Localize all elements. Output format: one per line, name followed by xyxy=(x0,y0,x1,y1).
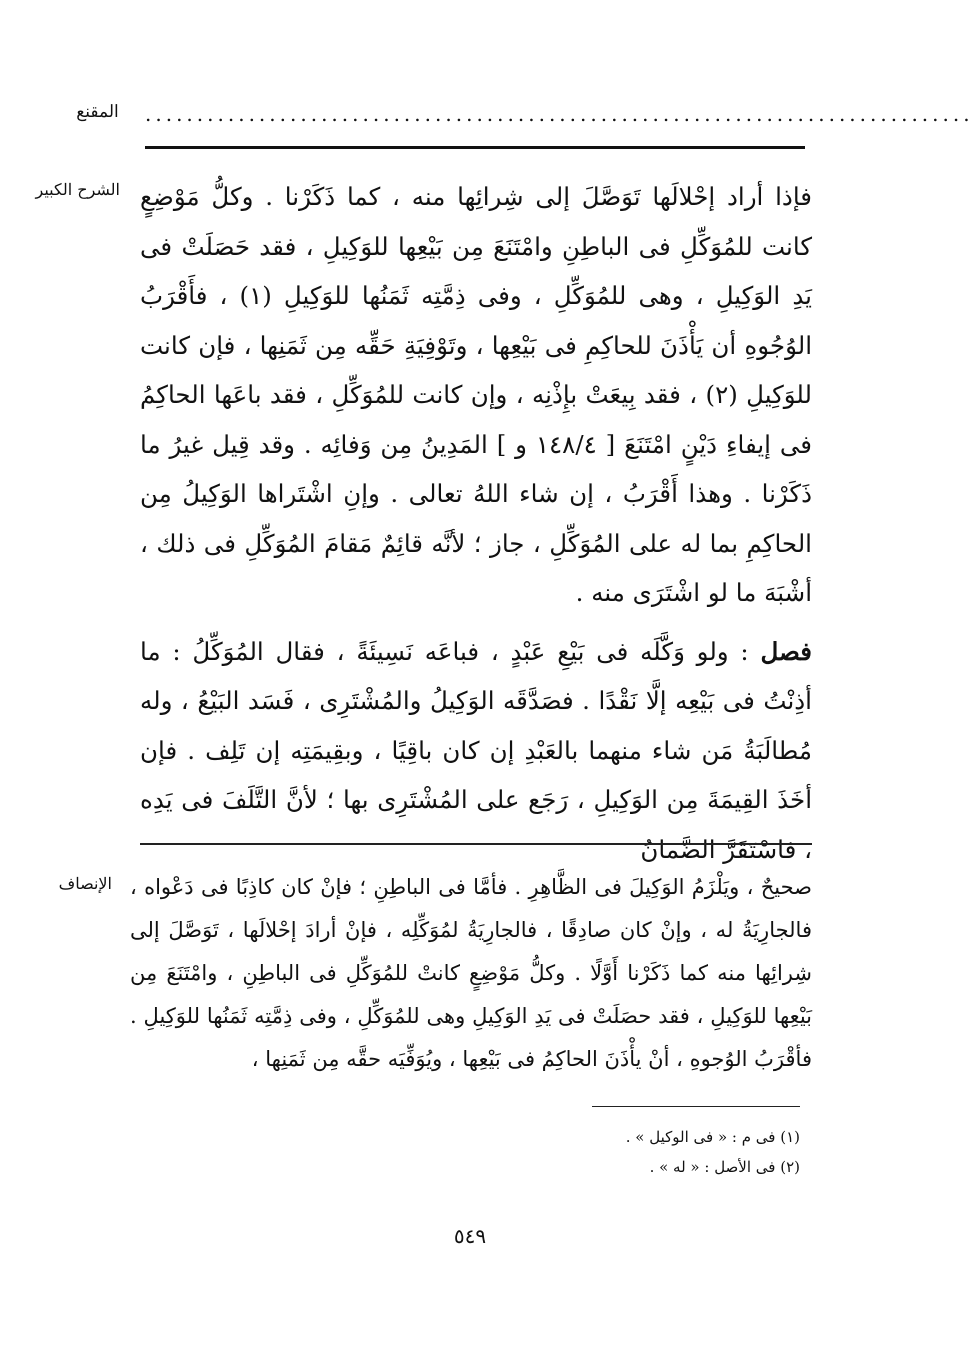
main-commentary xyxy=(140,172,812,874)
side-label-insaf: الإنصاف xyxy=(58,874,112,893)
page-number: ٥٤٩ xyxy=(453,1224,487,1248)
footnote-1: (١) فى م : « فى الوكيل » . xyxy=(625,1128,800,1146)
header-title: المقنع xyxy=(76,102,119,122)
main-paragraph-2 xyxy=(140,627,812,875)
header-dotted-leader: ................................................................................ xyxy=(145,102,974,126)
footnote-rule xyxy=(592,1106,800,1107)
footnotes xyxy=(400,1122,800,1182)
header-rule xyxy=(145,146,805,149)
insaf-section xyxy=(130,866,812,1081)
main-paragraph-1: فإذا أراد إحْلالَها تَوَصَّلَ إلى شِرائِها منه ، كما ذَكَرْنا . وكلُّ مَوْضِعٍ كانت للمُوَكِّلِ فى الباطِنِ وامْتَنَعَ مِن بَيْعِها للوَكِيلِ ، فقد حَصَلَتْ فى يَدِ الوَكِيلِ ، وهى للمُوَكِّلِ ، وفى ذِمَّتِه ثَمَنُها للوَكِيلِ (١) ، فأَقْرَبُ الوُجُوهِ أن يَأْذَنَ للحاكِمِ فى بَيْعِها ، وتَوْفِيَةِ حَقِّه مِن ثَمَنِها ، فإن كانت للوَكِيلِ (٢) ، فقد بِيعَتْ بإِذْنِه ، وإن كانت للمُوَكِّلِ ، فقد باعَها الحاكِمُ فى إيفاءِ دَيْنٍ امْتَنَعَ [ ١٤٨/٤ و ] المَدِينُ مِن وَفائِه . وقد قِيل غيرُ ما ذَكَرْنا . وهذا أَقْرَبُ ، إن شاء اللهُ تعالى . وإنِ اشْتَراها الوَكِيلُ مِن الحاكِمِ بما له على المُوَكِّلِ ، جاز ؛ لأنَّه قائِمٌ مَقامَ المُوَكِّلِ فى ذلك ، أشْبَهَ ما لو اشْتَرَى منه . xyxy=(140,182,812,607)
footnote-2: (٢) فى الأصل : « له » . xyxy=(649,1158,800,1176)
main-paragraph-2-text: : ولو وَكَّلَه فى بَيْعِ عَبْدٍ ، فباعَه نَسِيئَةً ، فقال المُوَكِّلُ : ما أذِنْتُ فى بَيْعِه إلَّا نَقْدًا . فصَدَّقَه الوَكِيلُ والمُشْتَرِى ، فَسَد البَيْعُ ، وله مُطالَبَةُ مَن شاء منهما بالعَبْدِ إن كان باقِيًا ، وبقِيمَتِه إن تَلِف . فإن أخَذَ القِيمَةَ مِن الوَكِيلِ ، رَجَع على المُشْتَرِى بها ؛ لأنَّ التَّلَفَ فى يَدِه ، فاسْتَقَرَّ الضَّمانُ xyxy=(140,636,812,864)
fasl-heading: فصل xyxy=(760,636,812,666)
section-divider xyxy=(140,843,812,845)
insaf-paragraph: صحيحٌ ، ويَلْزَمُ الوَكِيلَ فى الظَّاهِرِ . فأمَّا فى الباطِنِ ؛ فإنْ كان كاذِبًا فى دَعْواه ، فالجارِيَةُ له ، وإنْ كان صادِقًا ، فالجارِيَةُ لمُوَكِّلِه ، فإنْ أرادَ إحْلالَها ، تَوَصَّلَ إلى شِرائِها منه كما ذَكَرْنا أَوَّلًا . وكلُّ مَوْضِعٍ كانتْ للمُوَكِّلِ فى الباطِنِ ، وامْتَنَعَ مِن بَيْعِها للوَكِيلِ ، فقد حصَلَتْ فى يَدِ الوَكِيلِ وهى للمُوَكِّلِ ، وفى ذِمَّتِه ثَمَنُها للوَكِيلِ . فأقْرَبُ الوُجوهِ ، أنْ يأْذَنَ الحاكِمُ فى بَيْعِها ، ويُوَفِّيَه حقَّه مِن ثَمَنِها ، xyxy=(130,875,812,1071)
side-label-sharh: الشرح الكبير xyxy=(35,180,120,199)
